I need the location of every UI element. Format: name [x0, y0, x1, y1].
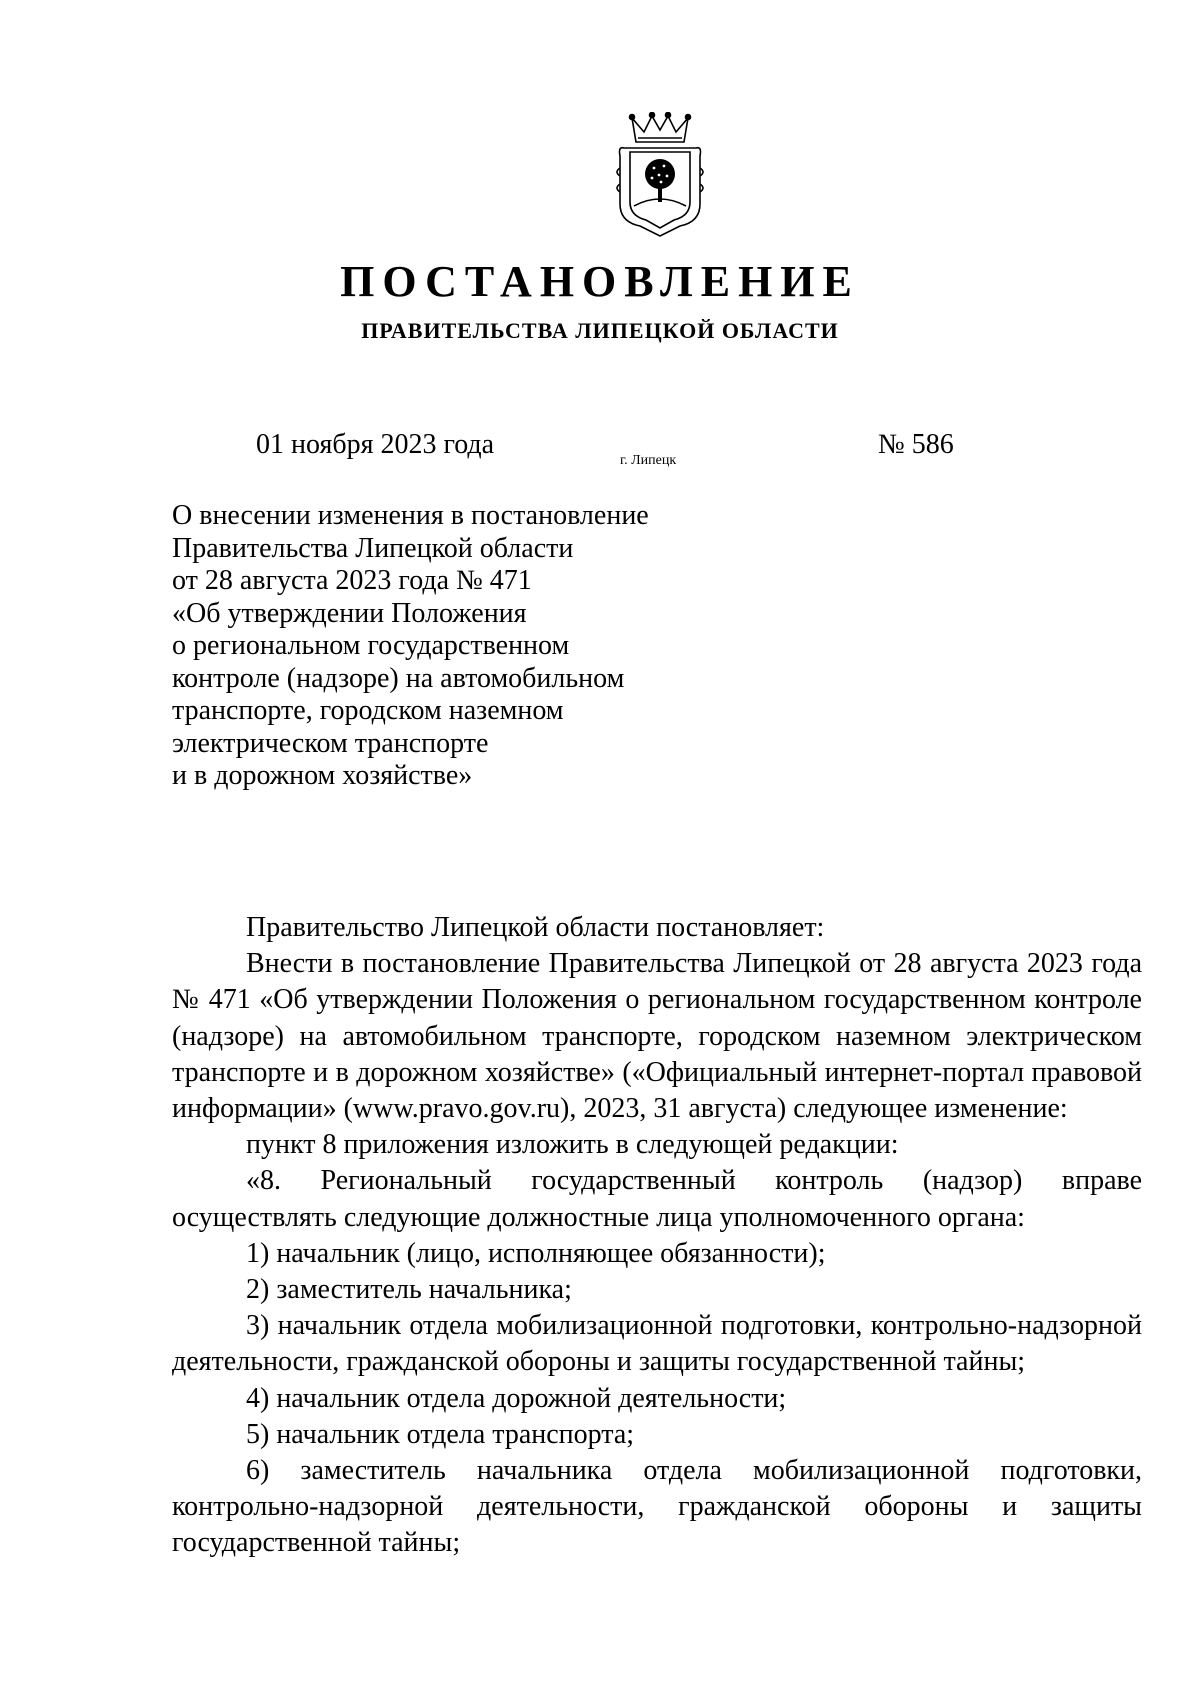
document-city: г. Липецк	[620, 453, 677, 468]
document-date: 01 ноября 2023 года	[256, 429, 495, 460]
list-item: 1) начальник (лицо, исполняющее обязанности);	[246, 1237, 826, 1269]
subject-line: от 28 августа 2023 года № 471	[172, 565, 532, 596]
document-subject	[172, 500, 732, 793]
document-number: № 586	[878, 429, 954, 460]
body-paragraph: пункт 8 приложения изложить в следующей редакции:	[246, 1129, 899, 1161]
document-subtitle: ПРАВИТЕЛЬСТВА ЛИПЕЦКОЙ ОБЛАСТИ	[361, 318, 839, 343]
subject-line: электрическом транспорте	[172, 727, 489, 759]
list-item: 4) начальник отдела дорожной деятельности;	[246, 1382, 787, 1414]
subject-line: Правительства Липецкой области	[172, 532, 574, 564]
subject-line: о региональном государственном	[172, 630, 570, 661]
body-paragraph: Внести в постановление Правительства Липецкой от 28 августа 2023 года № 471 «Об утверждении Положения о региональном государственном контроле (надзоре) на автомобильном транспорте, городском наземном электрическом транспорте и в дорожном хозяйстве» («Официальный интернет-портал правовой информации» (www.pravo.gov.ru), 2023, 31 августа) следующее изменение:	[172, 948, 1142, 1125]
list-item: 3) начальник отдела мобилизационной подготовки, контрольно-надзорной деятельности, гражданской обороны и защиты государственной тайны;	[172, 1310, 1142, 1378]
subject-line: и в дорожном хозяйстве»	[172, 760, 473, 791]
subject-line: О внесении изменения в постановление	[172, 500, 649, 531]
list-item: 5) начальник отдела транспорта;	[246, 1418, 635, 1450]
subject-line: транспорте, городском наземном	[172, 695, 564, 726]
subject-line: контроле (надзоре) на автомобильном	[172, 662, 625, 694]
list-item: 6) заместитель начальника отдела мобилизационной подготовки, контрольно-надзорной деятельности, гражданской обороны и защиты государственной тайны;	[172, 1455, 1142, 1559]
coat-of-arms-icon	[614, 112, 706, 240]
subject-line: «Об утверждении Положения	[172, 597, 527, 629]
list-item: 2) заместитель начальника;	[246, 1274, 572, 1306]
body-paragraph: Правительство Липецкой области постановляет:	[246, 912, 825, 943]
body-paragraph: «8. Региональный государственный контроль (надзор) вправе осуществлять следующие должностные лица уполномоченного органа:	[172, 1165, 1142, 1233]
document-title: ПОСТАНОВЛЕНИЕ	[340, 257, 860, 306]
document-body	[172, 910, 1142, 1562]
